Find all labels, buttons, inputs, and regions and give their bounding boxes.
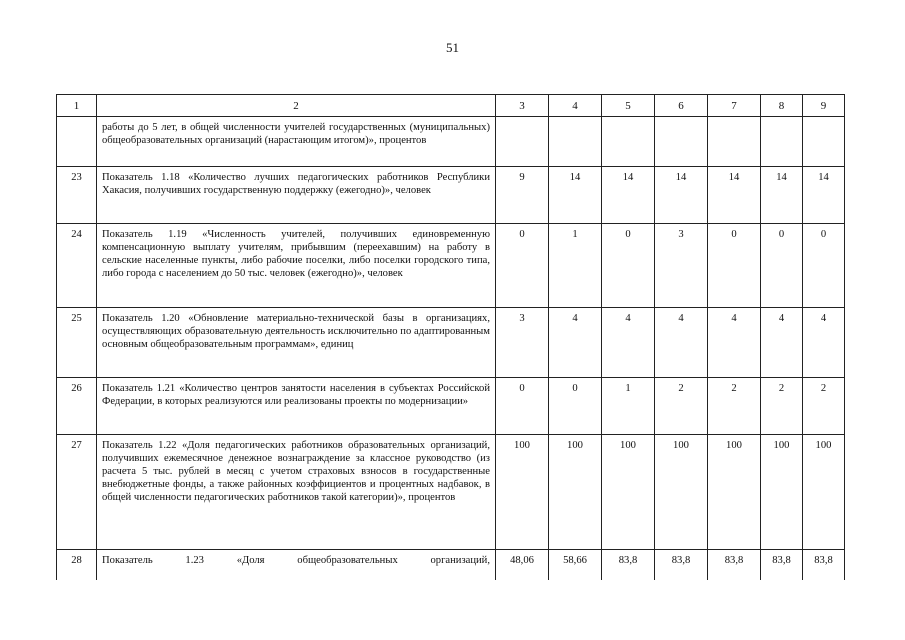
- value-cell: 100: [602, 435, 655, 550]
- row-number: 27: [57, 435, 97, 550]
- value-cell: 9: [496, 167, 549, 224]
- value-cell: 83,8: [761, 550, 803, 580]
- table-row: [57, 378, 845, 435]
- value-cell: 0: [761, 224, 803, 308]
- indicator-table: [56, 94, 845, 580]
- value-cell: 14: [761, 167, 803, 224]
- row-number: 28: [57, 550, 97, 580]
- table-row: [57, 224, 845, 308]
- header-cell: 3: [496, 95, 549, 117]
- value-cell: 14: [708, 167, 761, 224]
- table-row: [57, 308, 845, 378]
- value-cell: 83,8: [655, 550, 708, 580]
- value-cell: [803, 117, 845, 167]
- value-cell: 14: [549, 167, 602, 224]
- value-cell: [708, 117, 761, 167]
- value-cell: [602, 117, 655, 167]
- header-cell: 5: [602, 95, 655, 117]
- table-row: [57, 117, 845, 167]
- table-row: [57, 550, 845, 580]
- value-cell: 4: [708, 308, 761, 378]
- table-row: [57, 167, 845, 224]
- indicator-text: Показатель 1.22 «Доля педагогических работников образовательных организаций, получивших ежемесячное денежное вознаграждение за классное руководство (из расчета 5 тыс. рублей в месяц с учетом страховых взносов в государственные внебюджетные фонды, а также районных коэффициентов и процентных надбавок, в общей численности педагогических работников такой категории)», процентов: [97, 435, 496, 550]
- indicator-text: Показатель 1.21 «Количество центров занятости населения в субъектах Российской Федерации, в которых реализуются или реализованы проекты по модернизации»: [97, 378, 496, 435]
- indicator-text: Показатель 1.19 «Численность учителей, получивших единовременную компенсационную выплату учителям, прибывшим (переехавшим) на работу в сельские населенные пункты, либо рабочие поселки, либо поселки городского типа, либо города с населением до 50 тыс. человек (ежегодно)», человек: [97, 224, 496, 308]
- value-cell: 4: [549, 308, 602, 378]
- value-cell: 100: [803, 435, 845, 550]
- value-cell: 83,8: [803, 550, 845, 580]
- header-row: [57, 95, 845, 117]
- value-cell: 4: [602, 308, 655, 378]
- value-cell: 4: [655, 308, 708, 378]
- value-cell: 100: [496, 435, 549, 550]
- value-cell: [761, 117, 803, 167]
- value-cell: 2: [708, 378, 761, 435]
- value-cell: 0: [496, 224, 549, 308]
- value-cell: 1: [549, 224, 602, 308]
- value-cell: 3: [655, 224, 708, 308]
- header-cell: 2: [97, 95, 496, 117]
- indicator-text: работы до 5 лет, в общей численности учителей государственных (муниципальных) общеобразовательных организаций (нарастающим итогом)», процентов: [97, 117, 496, 167]
- value-cell: 4: [803, 308, 845, 378]
- value-cell: 100: [655, 435, 708, 550]
- page-number: 51: [446, 40, 459, 55]
- value-cell: 0: [803, 224, 845, 308]
- value-cell: 0: [602, 224, 655, 308]
- row-number: 23: [57, 167, 97, 224]
- indicator-text: Показатель 1.23 «Доля общеобразовательных организаций,: [97, 550, 496, 580]
- value-cell: 0: [708, 224, 761, 308]
- row-number: 25: [57, 308, 97, 378]
- value-cell: 14: [655, 167, 708, 224]
- value-cell: 14: [803, 167, 845, 224]
- header-cell: 1: [57, 95, 97, 117]
- row-number: 26: [57, 378, 97, 435]
- value-cell: [496, 117, 549, 167]
- value-cell: 83,8: [708, 550, 761, 580]
- header-cell: 9: [803, 95, 845, 117]
- row-number: [57, 117, 97, 167]
- value-cell: [549, 117, 602, 167]
- value-cell: 0: [496, 378, 549, 435]
- indicator-text: Показатель 1.18 «Количество лучших педагогических работников Республики Хакасия, получивших государственную поддержку (ежегодно)», человек: [97, 167, 496, 224]
- value-cell: 4: [761, 308, 803, 378]
- value-cell: 1: [602, 378, 655, 435]
- value-cell: 14: [602, 167, 655, 224]
- indicator-text: Показатель 1.20 «Обновление материально-технической базы в организациях, осуществляющих образовательную деятельность исключительно по адаптированным основным общеобразовательным программам», единиц: [97, 308, 496, 378]
- header-cell: 4: [549, 95, 602, 117]
- value-cell: 3: [496, 308, 549, 378]
- value-cell: 83,8: [602, 550, 655, 580]
- header-cell: 8: [761, 95, 803, 117]
- value-cell: 58,66: [549, 550, 602, 580]
- header-cell: 7: [708, 95, 761, 117]
- value-cell: 2: [803, 378, 845, 435]
- value-cell: 100: [549, 435, 602, 550]
- value-cell: 100: [761, 435, 803, 550]
- value-cell: 100: [708, 435, 761, 550]
- table-row: [57, 435, 845, 550]
- value-cell: 2: [655, 378, 708, 435]
- header-cell: 6: [655, 95, 708, 117]
- value-cell: 0: [549, 378, 602, 435]
- value-cell: 48,06: [496, 550, 549, 580]
- row-number: 24: [57, 224, 97, 308]
- value-cell: 2: [761, 378, 803, 435]
- value-cell: [655, 117, 708, 167]
